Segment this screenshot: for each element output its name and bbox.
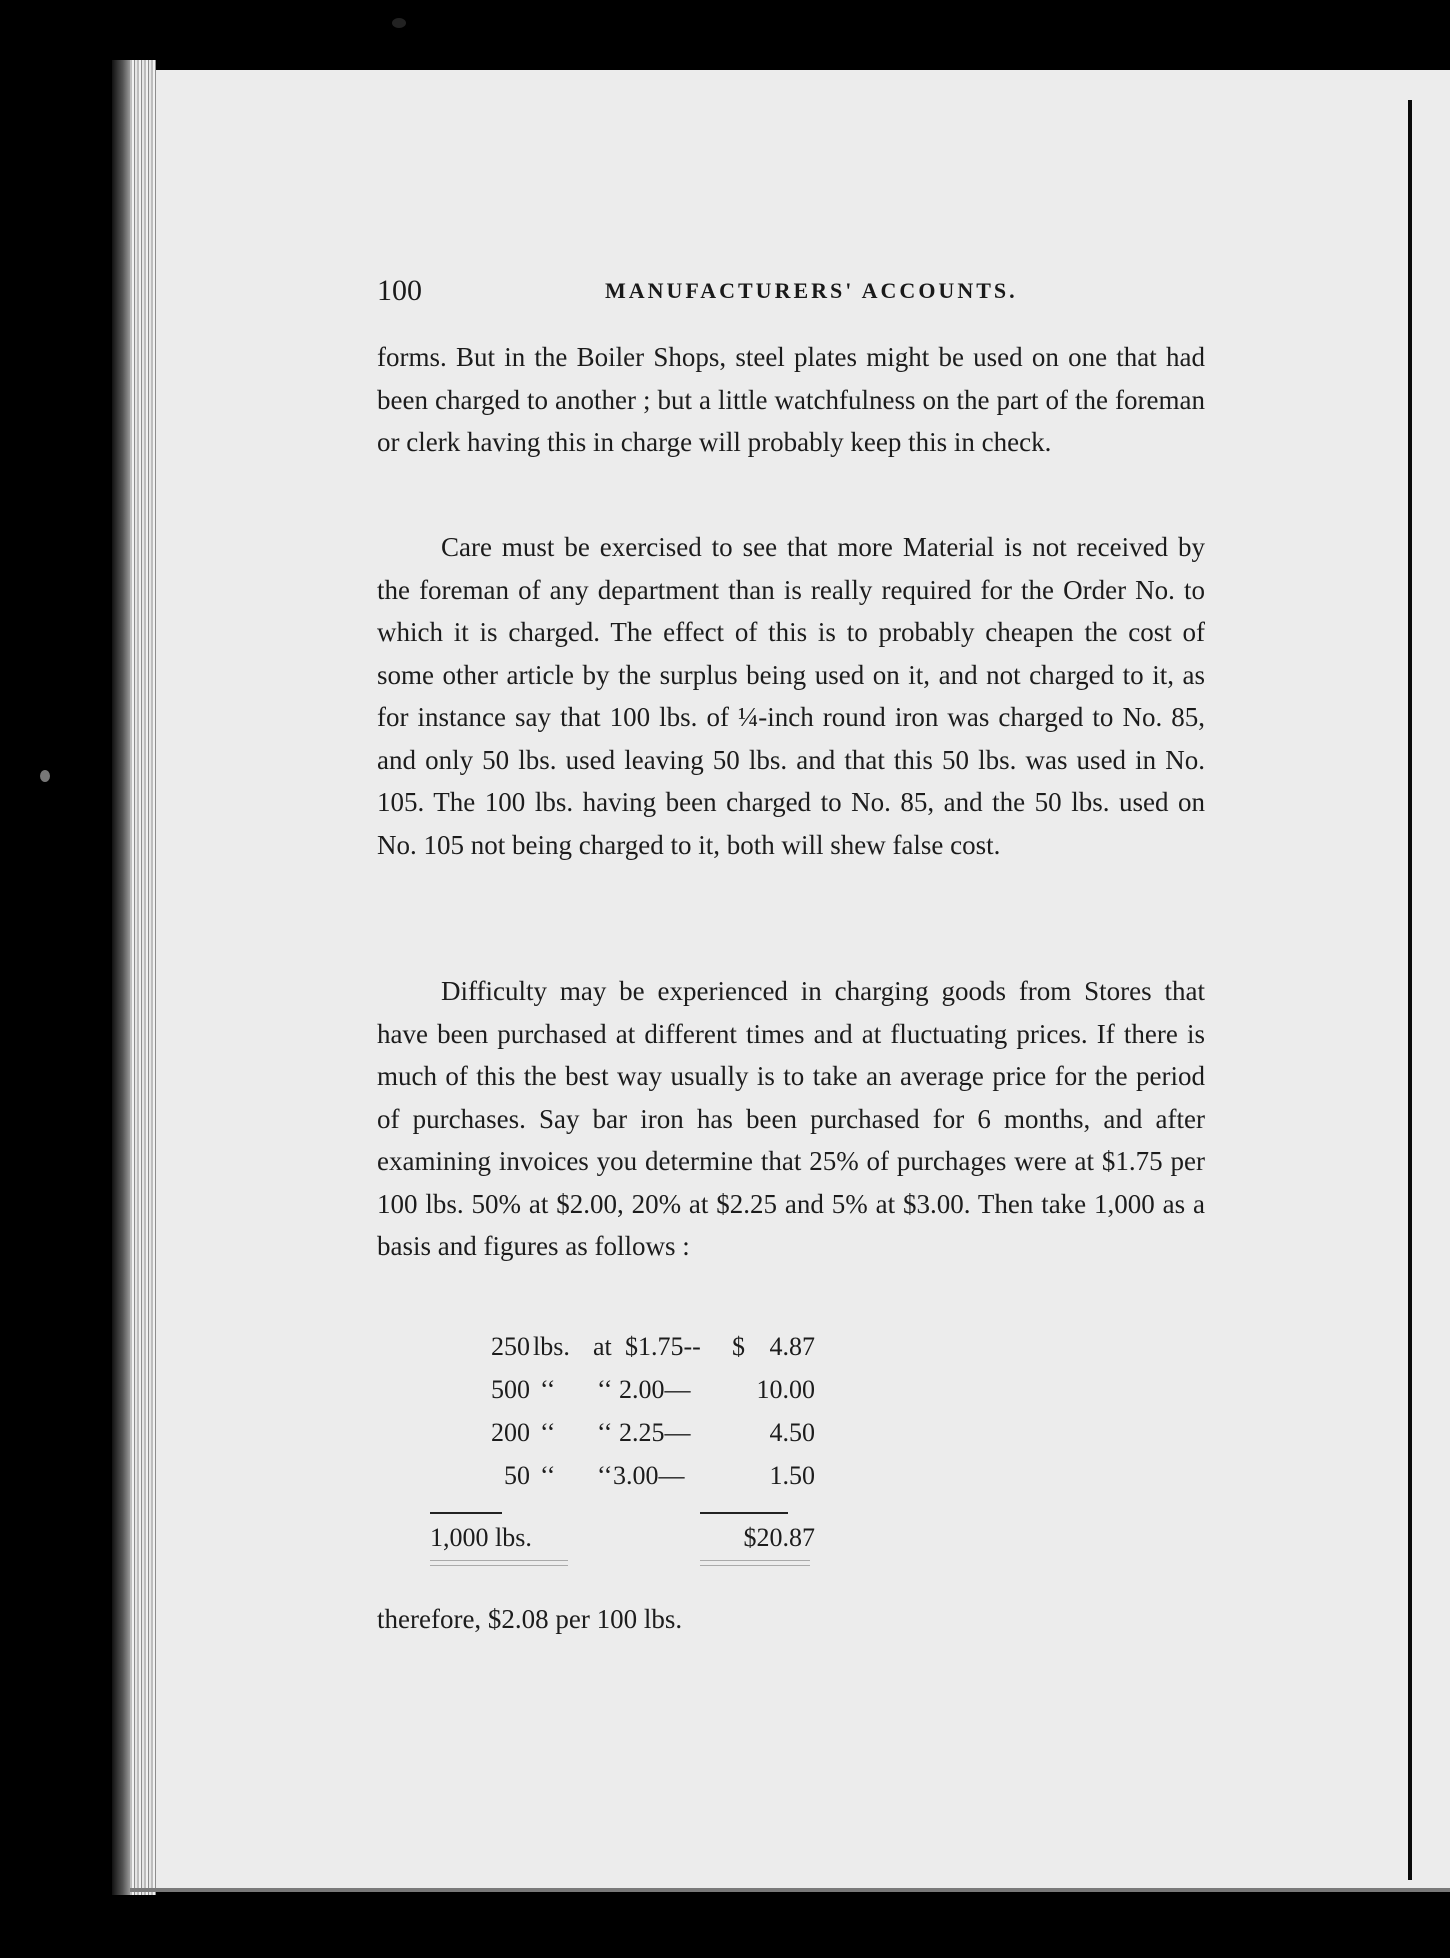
calc-amount: 1.50: [769, 1461, 815, 1490]
facing-page-edge: [1410, 70, 1450, 1890]
calc-amount: 4.50: [769, 1418, 815, 1447]
running-title: MANUFACTURERS' ACCOUNTS.: [605, 278, 1018, 303]
book-spine-shadow: [112, 60, 130, 1895]
paragraph-2: Care must be exercised to see that more Material is not received by the foreman of any department than is really required for the Order No. to which it is charged. The effect of this is to probably cheapen the cost of some other article by the surplus being used on it, and not charged to it, as for instance say that 100 lbs. of ¼-inch round iron was charged to No. 85, and only 50 lbs. used leaving 50 lbs. and that this 50 lbs. was used in No. 105. The 100 lbs. having been charged to No. 85, and the 50 lbs. used on No. 105 not being charged to it, both will shew false cost.: [377, 532, 1205, 860]
double-rule: [430, 1560, 568, 1566]
calc-at: at: [593, 1332, 612, 1361]
average-price-calculation: [425, 1332, 815, 1504]
calc-row: [425, 1332, 815, 1375]
calc-unit: lbs.: [533, 1332, 570, 1361]
facing-page-rule: [1408, 100, 1412, 1880]
sum-rule: [700, 1512, 788, 1514]
calc-quantity: 500: [491, 1375, 530, 1404]
paragraph-3: Difficulty may be experienced in charging goods from Stores that have been purchased at different times and at fluctuating prices. If there is much of this the best way usually is to take an average price for the period of purchases. Say bar iron has been purchased for 6 months, and after examining invoices you determine that 25% of purchages were at $1.75 per 100 lbs. 50% at $2.00, 20% at $2.25 and 5% at $3.00. Then take 1,000 as a basis and figures as follows :: [377, 976, 1205, 1261]
calc-quantity: 200: [491, 1418, 530, 1447]
ditto-mark: ‘‘: [597, 1418, 613, 1447]
ditto-mark: ‘‘: [540, 1461, 556, 1490]
calc-row: [425, 1461, 815, 1504]
paragraph-1: forms. But in the Boiler Shops, steel plates might be used on one that had been charged to another ; but a little watchfulness on the part of the foreman or clerk having this in charge will probably keep this in check.: [377, 342, 1205, 457]
calc-row: [425, 1418, 815, 1461]
calc-row: [425, 1375, 815, 1418]
running-head: [377, 274, 1207, 314]
scan-speck: [392, 18, 406, 28]
double-rule: [700, 1560, 810, 1566]
calc-price: 2.25—: [619, 1418, 691, 1447]
calc-price: 3.00—: [613, 1461, 685, 1490]
sum-rule: [430, 1512, 502, 1514]
ditto-mark: ‘‘: [540, 1418, 556, 1447]
ditto-mark: ‘‘: [597, 1461, 613, 1490]
total-quantity: 1,000 lbs.: [430, 1523, 532, 1552]
calc-quantity: 250: [491, 1332, 530, 1361]
page-number: 100: [377, 274, 422, 307]
calc-price: 2.00—: [619, 1375, 691, 1404]
page-bottom-edge: [130, 1888, 1450, 1892]
page-edges: [130, 60, 156, 1895]
conclusion-line: therefore, $2.08 per 100 lbs.: [377, 1604, 683, 1634]
calc-currency: $: [732, 1332, 745, 1361]
calc-quantity: 50: [504, 1461, 530, 1490]
total-amount: $20.87: [743, 1523, 815, 1552]
calc-price: $1.75--: [625, 1332, 701, 1361]
scan-speck: [40, 770, 50, 782]
calc-amount: 4.87: [769, 1332, 815, 1361]
ditto-mark: ‘‘: [540, 1375, 556, 1404]
calc-amount: 10.00: [756, 1375, 815, 1404]
ditto-mark: ‘‘: [597, 1375, 613, 1404]
